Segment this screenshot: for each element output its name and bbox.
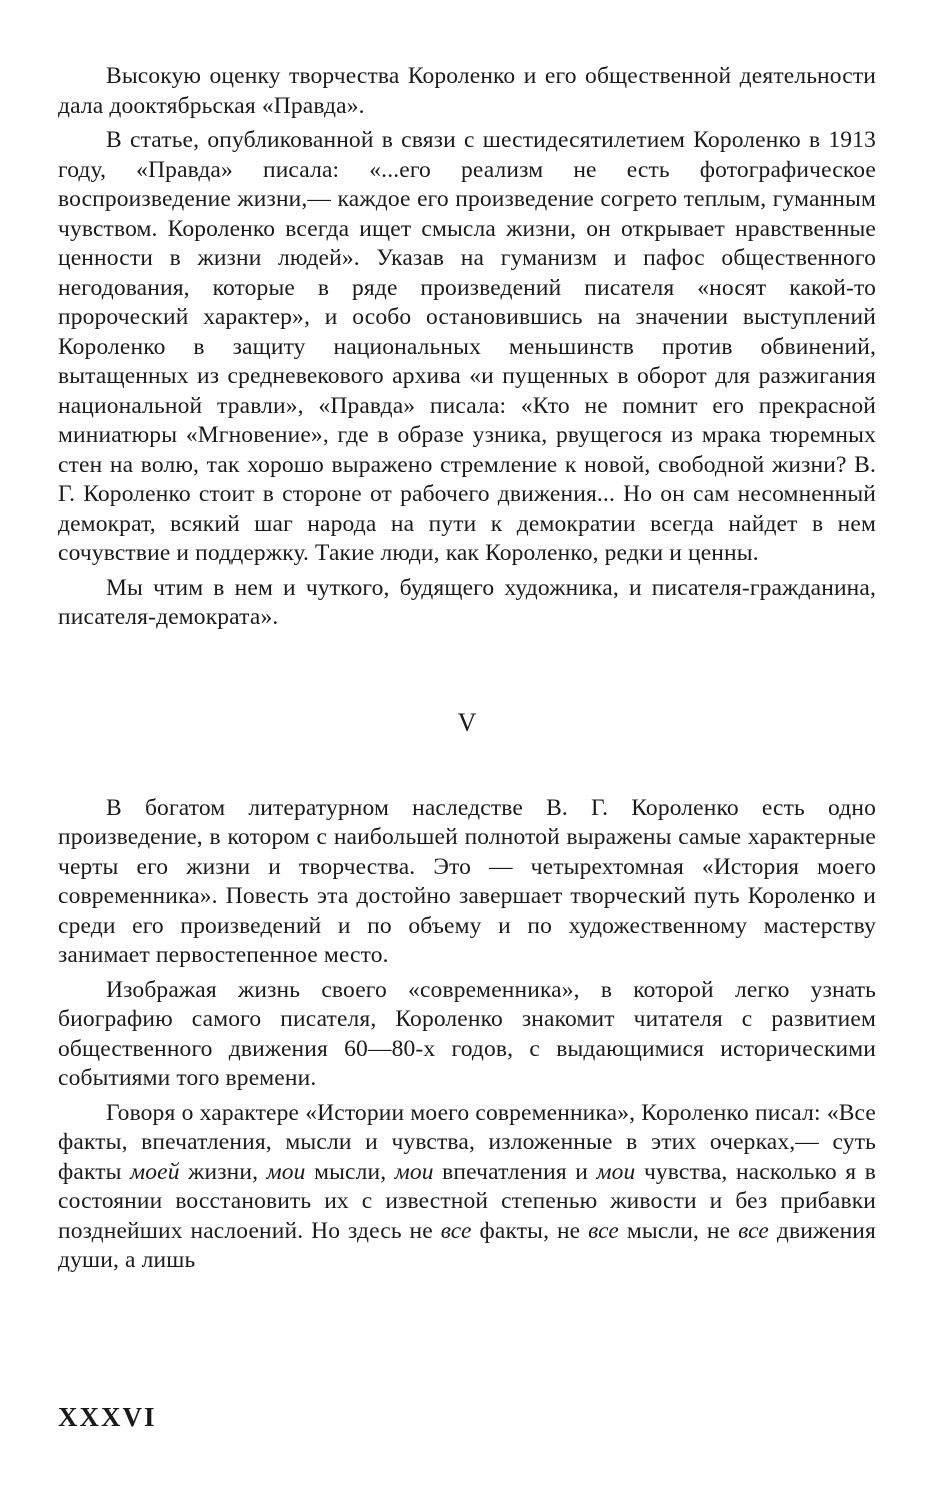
page-number-folio: XXXVI: [58, 1402, 157, 1432]
paragraph-pravda-article: В статье, опубликованной в связи с шестидесятилетием Короленко в 1913 году, «Правда» писала: «...его реализм не есть фотографическое воспроизведение жизни,— каждое его произведение согрето теплым, гуманным чувством. Короленко всегда ищет смысла жизни, он открывает нравственные ценности в жизни людей». Указав на гуманизм и пафос общественного негодования, которые в ряде произведений писателя «носят какой-то пророческий характер», и особо остановившись на значении выступлений Короленко в защиту национальных меньшинств против обвинений, вытащенных из средневекового архива «и пущенных в оборот для разжигания национальной травли», «Правда» писала: «Кто не помнит его прекрасной миниатюры «Мгновение», где в образе узника, рвущегося из мрака тюремных стен на волю, так хорошо выражено стремление к новой, свободной жизни? В. Г. Короленко стоит в стороне от рабочего движения... Но он сам несомненный демократ, всякий шаг народа на пути к демократии всегда найдет в нем сочувствие и поддержку. Такие люди, как Короленко, редки и ценны.: [58, 127, 876, 566]
paragraph-pravda-conclusion: Мы чтим в нем и чуткого, будящего художника, и писателя-гражданина, писателя-демократа».: [58, 574, 876, 630]
paragraph-history-of-contemporary: В богатом литературном наследстве В. Г. Короленко есть одно произведение, в котором с наибольшей полнотой выражены самые характерные черты его жизни и творчества. Это — четырехтомная «История моего современника». Повесть эта достойно завершает творческий путь Короленко и среди его произведений и по объему и по художественному мастерству занимает первостепенное место.: [58, 794, 876, 968]
paragraph-social-movement: Изображая жизнь своего «современника», в которой легко узнать биографию самого писателя, Короленко знакомит читателя с развитием общественного движения 60—80-х годов, с выдающимися историческими событиями того времени.: [58, 976, 876, 1091]
paragraph-pravda-assessment: Высокую оценку творчества Короленко и его общественной деятельности дала дооктябрьская «Правда».: [58, 63, 876, 119]
paragraph-korolenko-quote: Говоря о характере «Истории моего современника», Короленко писал: «Все факты, впечатления, мысли и чувства, изложенные в этих очерках,— суть факты моей жизни, мои мысли, мои впечатления и мои чувства, насколько я в состоянии восстановить их с известной степенью живости и без прибавки позднейших наслоений. Но здесь не все факты, не все мысли, не все движения души, а лишь: [58, 1099, 877, 1273]
section-heading: V: [457, 707, 477, 737]
page-text-block: [58, 62, 876, 1276]
